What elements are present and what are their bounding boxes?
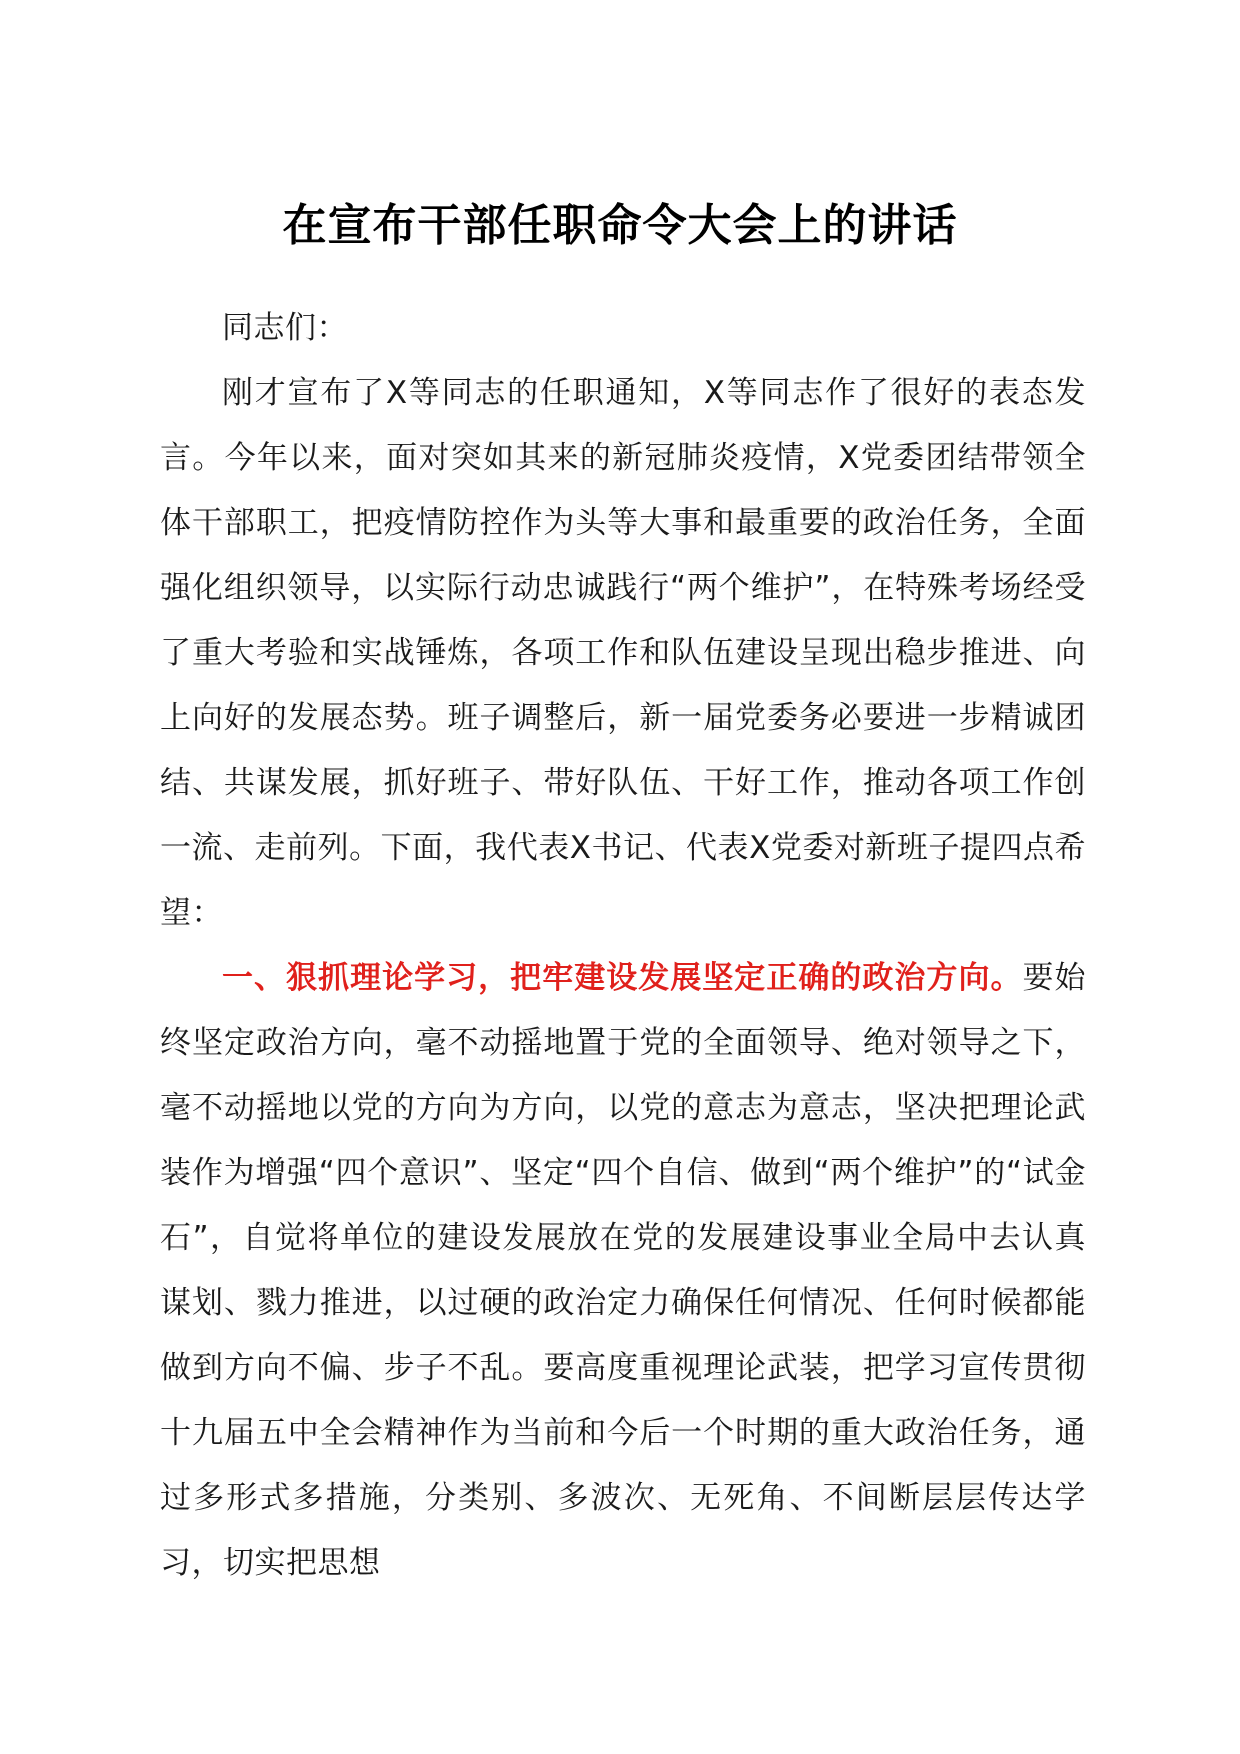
paragraph-intro: 刚才宣布了X等同志的任职通知，X等同志作了很好的表态发言。今年以来，面对突如其来的新冠肺炎疫情，X党委团结带领全体干部职工，把疫情防控作为头等大事和最重要的政治任务，全面强化组织领导，以实际行动忠诚践行“两个维护”，在特殊考场经受了重大考验和实战锤炼，各项工作和队伍建设呈现出稳步推进、向上向好的发展态势。班子调整后，新一届党委务必要进一步精诚团结、共谋发展，抓好班子、带好队伍、干好工作，推动各项工作创一流、走前列。下面，我代表X书记、代表X党委对新班子提四点希望： <box>160 375 1086 931</box>
section-1-paragraph <box>160 946 1086 1596</box>
document-body <box>160 296 1086 1596</box>
document-title: 在宣布干部任职命令大会上的讲话 <box>282 200 958 251</box>
salutation: 同志们： <box>222 310 348 346</box>
section-1-heading: 一、狠抓理论学习，把牢建设发展坚定正确的政治方向。 <box>222 960 1023 996</box>
section-1-body: 要始终坚定政治方向，毫不动摇地置于党的全面领导、绝对领导之下，毫不动摇地以党的方向为方向，以党的意志为意志，坚决把理论武装作为增强“四个意识”、坚定“四个自信、做到“两个维护”的“试金石”，自觉将单位的建设发展放在党的发展建设事业全局中去认真谋划、戮力推进，以过硬的政治定力确保任何情况、任何时候都能做到方向不偏、步子不乱。要高度重视理论武装，把学习宣传贯彻十九届五中全会精神作为当前和今后一个时期的重大政治任务，通过多形式多措施，分类别、多波次、无死角、不间断层层传达学习，切实把思想 <box>160 960 1087 1581</box>
